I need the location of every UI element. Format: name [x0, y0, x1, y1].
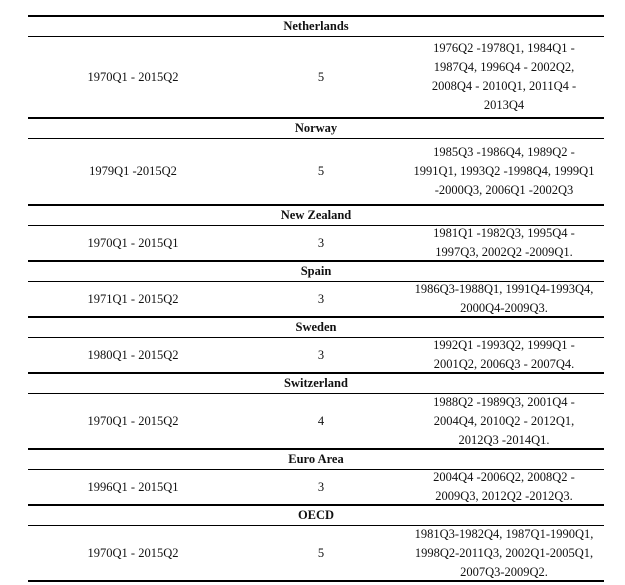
episode-dates: 1981Q1 -1982Q3, 1995Q4 - 1997Q3, 2002Q2 -2009Q1. [433, 226, 575, 259]
country-header-new-zealand: New Zealand [280, 208, 352, 222]
table-row [28, 37, 604, 117]
sample-period: 1996Q1 - 2015Q1 [87, 479, 179, 494]
table-row [28, 226, 604, 260]
table-row [28, 338, 604, 372]
episode-dates: 1981Q3-1982Q4, 1987Q1-1990Q1, 1998Q2-2011Q3, 2002Q1-2005Q1, 2007Q3-2009Q2. [414, 526, 594, 579]
table-row [28, 139, 604, 204]
episode-count: 4 [317, 413, 325, 428]
table-row [28, 394, 604, 448]
episode-dates: 1986Q3-1988Q1, 1991Q4-1993Q4, 2000Q4-2009Q3. [414, 282, 594, 315]
table-row [28, 470, 604, 504]
episode-count: 5 [317, 545, 325, 560]
sample-period: 1979Q1 -2015Q2 [89, 164, 177, 178]
country-header-euro-area: Euro Area [288, 452, 344, 466]
sample-period: 1970Q1 - 2015Q1 [87, 235, 179, 250]
episode-dates: 2004Q4 -2006Q2, 2008Q2 - 2009Q3, 2012Q2 -2012Q3. [433, 470, 575, 503]
episode-count: 5 [317, 164, 325, 178]
sample-period: 1970Q1 - 2015Q2 [87, 545, 179, 560]
episode-count: 5 [317, 69, 325, 84]
episode-dates: 1988Q2 -1989Q3, 2001Q4 - 2004Q4, 2010Q2 - 2012Q1, 2012Q3 -2014Q1. [433, 394, 575, 447]
episode-dates: 1976Q2 -1978Q1, 1984Q1 - 1987Q4, 1996Q4 - 2002Q2, 2008Q4 - 2010Q1, 2011Q4 - 2013Q4 [431, 41, 577, 112]
country-header-netherlands: Netherlands [283, 19, 349, 33]
country-header-oecd: OECD [297, 508, 335, 522]
episode-count: 3 [317, 347, 325, 362]
sample-period: 1970Q1 - 2015Q2 [87, 413, 179, 428]
episode-count: 3 [317, 235, 325, 250]
country-header-norway: Norway [294, 121, 338, 135]
sample-period: 1971Q1 - 2015Q2 [87, 291, 179, 306]
episode-count: 3 [317, 291, 325, 306]
episode-count: 3 [317, 479, 325, 494]
table-row [28, 526, 604, 580]
results-table [28, 15, 604, 582]
sample-period: 1980Q1 - 2015Q2 [87, 347, 179, 362]
episode-dates: 1985Q3 -1986Q4, 1989Q2 - 1991Q1, 1993Q2 -1998Q4, 1999Q1 -2000Q3, 2006Q1 -2002Q3 [413, 145, 595, 197]
table-row [28, 282, 604, 316]
episode-dates: 1992Q1 -1993Q2, 1999Q1 - 2001Q2, 2006Q3 - 2007Q4. [433, 338, 575, 371]
country-header-sweden: Sweden [295, 320, 337, 334]
country-header-spain: Spain [300, 264, 332, 278]
sample-period: 1970Q1 - 2015Q2 [87, 69, 179, 84]
country-header-switzerland: Switzerland [284, 376, 348, 390]
